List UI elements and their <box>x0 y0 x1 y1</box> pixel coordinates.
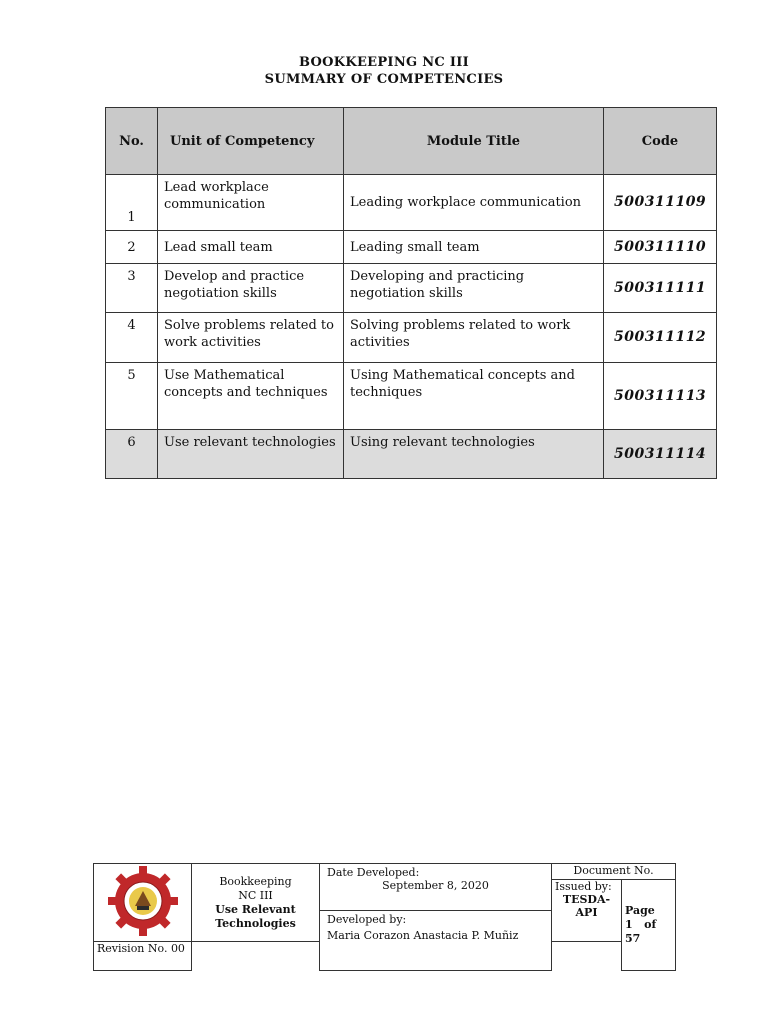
header-module: Module Title <box>344 108 604 175</box>
row-module: Leading workplace communication <box>344 175 604 231</box>
table-row <box>106 175 717 231</box>
table-row <box>106 231 717 264</box>
page-fraction <box>625 918 672 932</box>
row-code: 500311112 <box>604 313 717 363</box>
issuer-name: TESDA-API <box>562 893 611 919</box>
row-no: 5 <box>106 363 158 430</box>
row-unit: Use relevant technologies <box>158 430 344 479</box>
table-row <box>106 264 717 313</box>
table-row <box>106 363 717 430</box>
document-title: BOOKKEEPING NC III <box>298 55 470 70</box>
row-no: 3 <box>106 264 158 313</box>
date-developed-label: Date Developed: <box>327 866 420 879</box>
document-subtitle: SUMMARY OF COMPETENCIES <box>264 72 504 87</box>
page-info <box>622 880 676 971</box>
course-name: Bookkeeping <box>219 874 292 888</box>
row-module: Using Mathematical concepts and techniques <box>344 363 604 430</box>
page-word: Page <box>625 904 655 917</box>
table-header-row <box>106 108 717 175</box>
page-total: 57 <box>625 932 641 945</box>
date-developed-value: September 8, 2020 <box>382 879 489 892</box>
row-unit: Develop and practice negotiation skills <box>158 264 344 313</box>
course-info <box>192 864 320 942</box>
row-no: 2 <box>106 231 158 264</box>
row-module: Solving problems related to work activities <box>344 313 604 363</box>
course-level: NC III <box>238 888 273 902</box>
row-no: 1 <box>106 175 158 231</box>
row-code: 500311114 <box>604 430 717 479</box>
row-module: Developing and practicing negotiation skills <box>344 264 604 313</box>
header-code: Code <box>604 108 717 175</box>
header-unit: Unit of Competency <box>158 108 344 175</box>
date-developed-cell <box>320 864 552 911</box>
issued-by-label: Issued by: <box>555 880 612 893</box>
competencies-table <box>105 107 717 479</box>
developed-by-cell <box>320 910 552 971</box>
developer-name: Maria Corazon Anastacia P. Muñiz <box>327 928 519 942</box>
row-no: 6 <box>106 430 158 479</box>
table-row <box>106 313 717 363</box>
module-name-line2: Technologies <box>215 916 296 930</box>
module-name-line1: Use Relevant <box>215 902 296 916</box>
revision-number: Revision No. 00 <box>94 942 192 971</box>
institute-logo <box>94 864 192 942</box>
row-code: 500311113 <box>604 363 717 430</box>
document-number-label: Document No. <box>552 864 676 880</box>
page-of: of <box>644 918 657 931</box>
row-module: Using relevant technologies <box>344 430 604 479</box>
row-unit: Lead small team <box>158 231 344 264</box>
header-no: No. <box>106 108 158 175</box>
row-no: 4 <box>106 313 158 363</box>
row-code: 500311110 <box>604 231 717 264</box>
issued-by-cell <box>552 880 622 942</box>
table-row <box>106 430 717 479</box>
row-unit: Use Mathematical concepts and techniques <box>158 363 344 430</box>
page-number: 1 <box>625 918 633 931</box>
row-unit: Solve problems related to work activities <box>158 313 344 363</box>
row-code: 500311109 <box>604 175 717 231</box>
document-footer <box>93 863 676 971</box>
gear-logo-icon <box>106 864 180 938</box>
developed-by-label: Developed by: <box>327 912 407 926</box>
row-module: Leading small team <box>344 231 604 264</box>
row-code: 500311111 <box>604 264 717 313</box>
row-unit: Lead workplace communication <box>158 175 344 231</box>
